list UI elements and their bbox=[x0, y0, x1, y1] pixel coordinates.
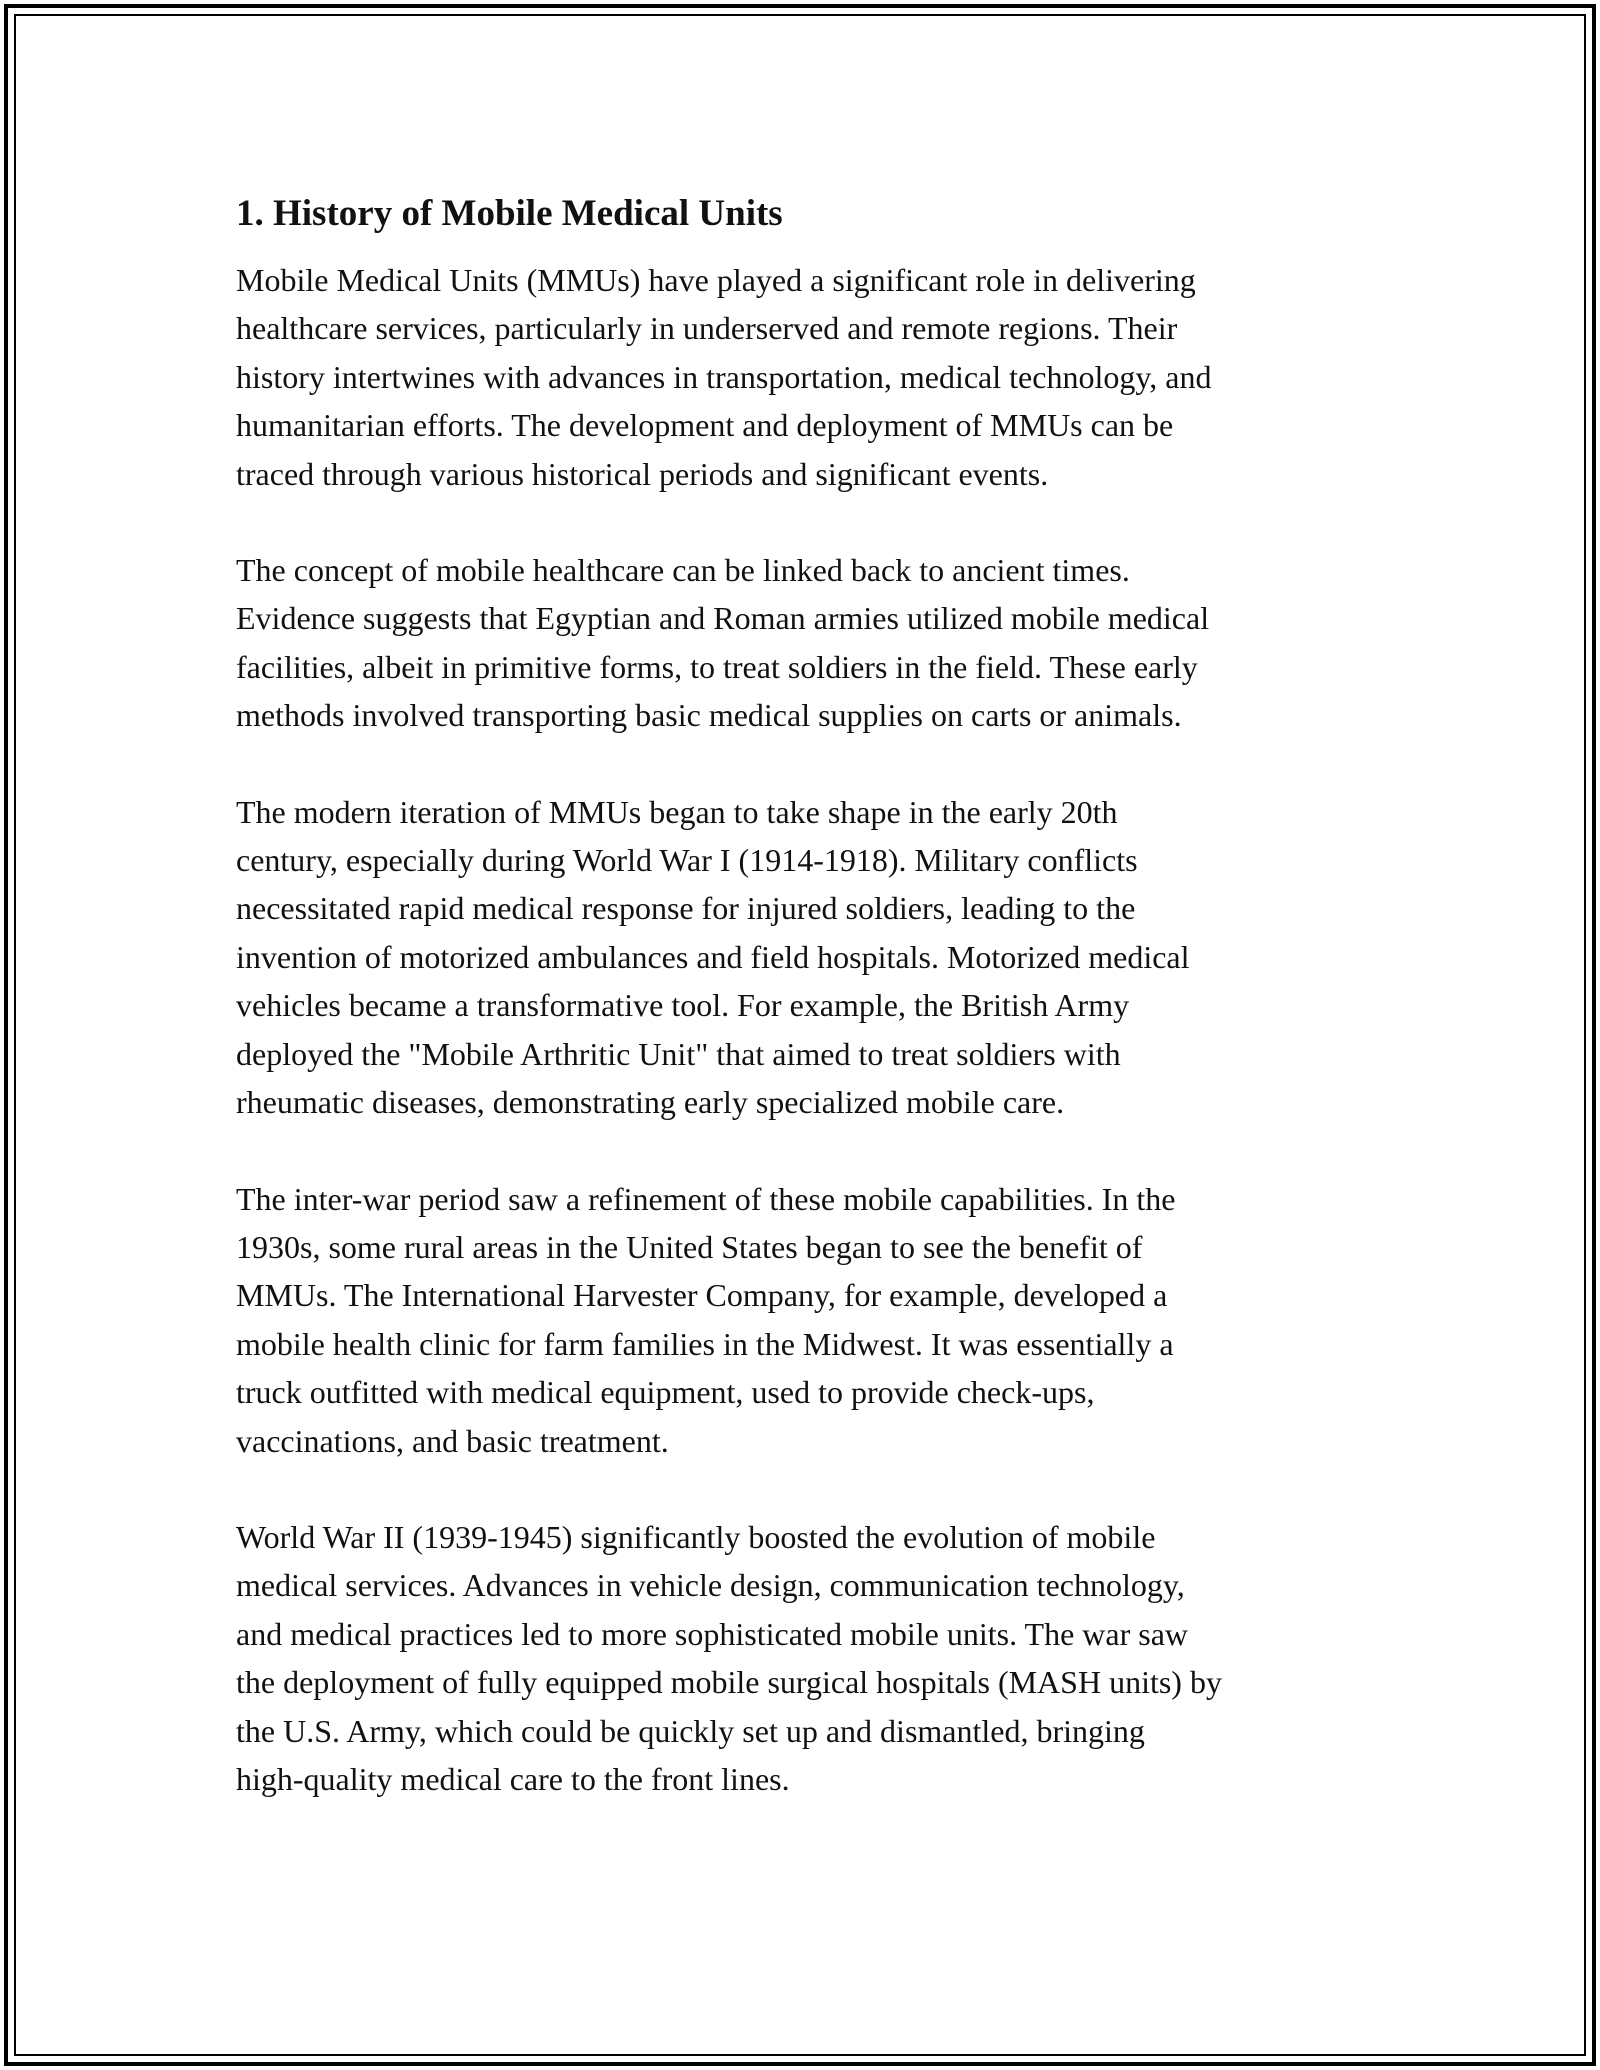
paragraph-world-war-one: The modern iteration of MMUs began to take shape in the early 20th century, especially during World War I (1914-1918). Military conflicts necessitated rapid medical response for injured soldiers, leading to the invention of motorized ambulances and field hospitals. Motorized medical vehicles became a transformative tool. For example, the British Army deployed the "Mobile Arthritic Unit" that aimed to treat soldiers with rheumatic diseases, demonstrating early specialized mobile care. bbox=[236, 793, 1190, 1121]
paragraph-world-war-two: World War II (1939-1945) significantly boosted the evolution of mobile medical services. Advances in vehicle design, communication technology, and medical practices led to more sophisticated mobile units. The war saw the deployment of fully equipped mobile surgical hospitals (MASH units) by the U.S. Army, which could be quickly set up and dismantled, bringing high-quality medical care to the front lines. bbox=[236, 1518, 1222, 1797]
paragraph-inter-war: The inter-war period saw a refinement of these mobile capabilities. In the 1930s, some rural areas in the United States began to see the benefit of MMUs. The International Harvester Company, for example, developed a mobile health clinic for farm families in the Midwest. It was essentially a truck outfitted with medical equipment, used to provide check-ups, vaccinations, and basic treatment. bbox=[236, 1180, 1176, 1459]
paragraph-ancient-times: The concept of mobile healthcare can be linked back to ancient times. Evidence suggests that Egyptian and Roman armies utilized mobile medical facilities, albeit in primitive forms, to treat soldiers in the field. These early methods involved transporting basic medical supplies on carts or animals. bbox=[236, 552, 1210, 734]
document-body bbox=[236, 186, 1376, 1851]
section-heading: 1. History of Mobile Medical Units bbox=[236, 193, 783, 234]
paragraph-intro: Mobile Medical Units (MMUs) have played a significant role in delivering healthcare services, particularly in underserved and remote regions. Their history intertwines with advances in transportation, medical technology, and humanitarian efforts. The development and deployment of MMUs can be traced through various historical periods and significant events. bbox=[236, 262, 1212, 492]
